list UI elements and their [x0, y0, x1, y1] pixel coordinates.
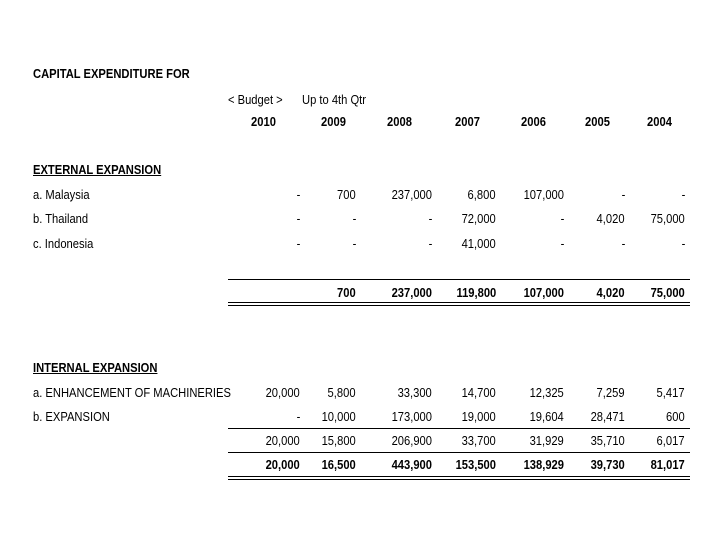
external-cell: 6,800 [468, 187, 496, 202]
internal-grand-total-cell: 153,500 [455, 457, 496, 472]
internal-cell: 5,417 [657, 385, 685, 400]
internal-cell: 19,604 [529, 409, 564, 424]
year-header: 2009 [321, 114, 346, 129]
internal-grand-total-cell: 39,730 [590, 457, 625, 472]
external-total-cell: 237,000 [391, 285, 432, 300]
budget-note: < Budget > [228, 92, 283, 107]
external-total-cell: 107,000 [523, 285, 564, 300]
internal-cell: 10,000 [321, 409, 356, 424]
external-cell: - [352, 211, 356, 226]
internal-grand-total-cell: 443,900 [391, 457, 432, 472]
external-cell: - [560, 236, 564, 251]
external-cell: 4,020 [597, 211, 625, 226]
internal-row-label: b. EXPANSION [33, 409, 110, 424]
external-cell: 75,000 [650, 211, 685, 226]
external-cell: - [621, 187, 625, 202]
internal-cell: 28,471 [590, 409, 625, 424]
internal-subtotal-cell: 31,929 [529, 433, 564, 448]
external-cell: - [560, 211, 564, 226]
external-total-cell: 75,000 [650, 285, 685, 300]
external-row-label: c. Indonesia [33, 236, 94, 251]
upto-note: Up to 4th Qtr [302, 92, 367, 107]
external-cell: - [296, 187, 300, 202]
year-header: 2006 [521, 114, 546, 129]
internal-subtotal-cell: 20,000 [265, 433, 300, 448]
external-cell: 107,000 [523, 187, 564, 202]
internal-subtotal-cell: 6,017 [657, 433, 685, 448]
internal-subtotal-cell: 15,800 [321, 433, 356, 448]
external-cell: - [681, 236, 685, 251]
internal-cell: 600 [666, 409, 685, 424]
year-header: 2010 [251, 114, 276, 129]
external-total-rule [228, 279, 690, 280]
external-row-label: a. Malaysia [33, 187, 90, 202]
external-double-rule-a [228, 302, 690, 303]
internal-cell: 12,325 [529, 385, 564, 400]
internal-grand-total-cell: 16,500 [321, 457, 356, 472]
internal-grand-total-cell: 81,017 [650, 457, 685, 472]
internal-cell: 20,000 [265, 385, 300, 400]
external-total-cell: 700 [337, 285, 356, 300]
sheet-title: CAPITAL EXPENDITURE FOR [33, 66, 190, 81]
external-heading: EXTERNAL EXPANSION [33, 162, 162, 177]
internal-double-rule-b [228, 479, 690, 480]
internal-grand-total-cell: 20,000 [265, 457, 300, 472]
internal-subtotal-rule [228, 428, 690, 429]
year-header: 2005 [585, 114, 610, 129]
external-double-rule-b [228, 305, 690, 306]
internal-subtotal-cell: 35,710 [590, 433, 625, 448]
internal-heading: INTERNAL EXPANSION [33, 360, 158, 375]
internal-cell: 7,259 [597, 385, 625, 400]
year-header: 2007 [455, 114, 480, 129]
internal-cell: 33,300 [397, 385, 432, 400]
external-cell: - [296, 236, 300, 251]
external-cell: - [681, 187, 685, 202]
external-row-label: b. Thailand [33, 211, 89, 226]
internal-grand-total-cell: 138,929 [523, 457, 564, 472]
year-header: 2004 [647, 114, 672, 129]
external-cell: 237,000 [391, 187, 432, 202]
external-cell: 700 [337, 187, 356, 202]
internal-subtotal-cell: 33,700 [461, 433, 496, 448]
external-cell: - [621, 236, 625, 251]
external-cell: - [428, 236, 432, 251]
internal-cell: 173,000 [391, 409, 432, 424]
internal-grand-rule [228, 452, 690, 453]
internal-double-rule-a [228, 476, 690, 477]
external-cell: 41,000 [461, 236, 496, 251]
internal-subtotal-cell: 206,900 [391, 433, 432, 448]
external-total-cell: 119,800 [456, 285, 496, 300]
internal-cell: 19,000 [461, 409, 496, 424]
internal-cell: - [296, 409, 300, 424]
external-cell: 72,000 [461, 211, 496, 226]
external-total-cell: 4,020 [597, 285, 625, 300]
internal-cell: 14,700 [461, 385, 496, 400]
external-cell: - [352, 236, 356, 251]
external-cell: - [296, 211, 300, 226]
internal-row-label: a. ENHANCEMENT OF MACHINERIES [33, 385, 231, 400]
year-header: 2008 [387, 114, 412, 129]
internal-cell: 5,800 [328, 385, 356, 400]
external-cell: - [428, 211, 432, 226]
